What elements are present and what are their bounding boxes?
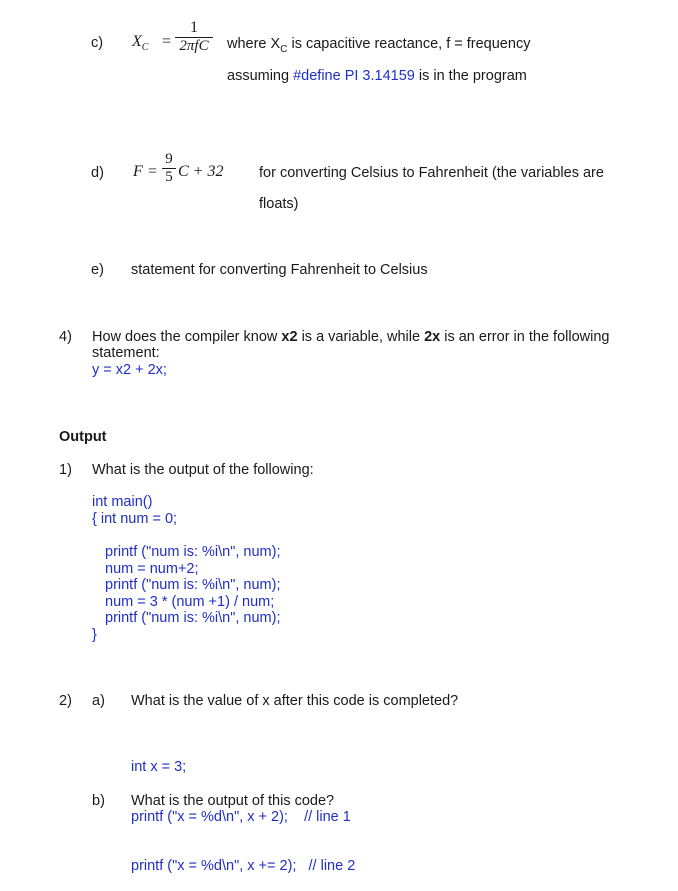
part-d-lhs: F [133,163,143,180]
output-q2b-label: b) [92,793,105,809]
q4-line2: statement: [92,345,160,361]
part-d-desc-line2: floats) [259,196,299,212]
xc-subscript: C [141,42,149,54]
code-line: printf ("x = %d\n", x += 2); // line 2 [131,858,356,874]
output-q2a-question: What is the value of x after this code is completed? [131,693,459,709]
output-q2b-question: What is the output of this code? [131,793,335,809]
code-line: printf ("num is: %i\n", num); [105,544,281,560]
part-c-equals: = [162,33,172,50]
part-e-label: e) [91,262,104,278]
part-c-formula-lhs [132,33,148,53]
part-c-numerator: 1 [190,19,198,36]
part-c-description [227,36,530,55]
part-c-denominator: 2πfC [175,37,213,55]
part-c-fraction [175,19,213,55]
q4-text-a: How does the compiler know [92,329,282,345]
part-d-equals: = [148,163,158,180]
output-q2-number: 2) [59,693,72,709]
q1-code-closing: } [92,627,97,643]
xc-variable: X [132,33,142,50]
part-e-text: statement for converting Fahrenheit to Celsius [131,262,428,278]
part-c-assumption [227,68,527,84]
output-heading: Output [59,429,107,445]
q4-question [92,329,609,345]
part-c-label: c) [91,35,104,51]
part-d-rhs: C + 32 [178,163,224,180]
output-q2a-label: a) [92,693,105,709]
part-d-denominator: 5 [162,168,176,186]
part-c-desc-sub: C [280,43,288,55]
q1-code-header [92,494,177,527]
part-d-label: d) [91,165,104,181]
code-line: int main() [92,494,153,510]
code-line: int x = 3; [131,759,187,775]
q4-text-b: is a variable, while [297,329,425,345]
output-q1-number: 1) [59,462,72,478]
part-d-numerator: 9 [165,151,173,167]
assuming-prefix: assuming [227,68,294,84]
q4-bold-2x: 2x [424,329,441,345]
code-line: printf ("num is: %i\n", num); [105,610,281,626]
q4-bold-x2: x2 [281,329,298,345]
part-c-desc-prefix: where X [227,36,281,52]
assuming-suffix: is in the program [414,68,527,84]
code-line: num = num+2; [105,560,199,577]
output-q1-question: What is the output of the following: [92,462,314,478]
code-line: { int num = 0; [92,510,178,527]
define-code: #define PI 3.14159 [293,68,415,84]
code-line: num = 3 * (num +1) / num; [105,593,275,610]
q1-code-body [105,544,280,627]
part-d-fraction [162,151,176,186]
part-d-desc-line1: for converting Celsius to Fahrenheit (the variables are [259,165,604,181]
q4-code: y = x2 + 2x; [92,362,167,378]
part-c-desc-rest: is capacitive reactance, f = frequency [287,36,531,52]
code-line: printf ("x = %d\n", x + 2); // line 1 [131,808,351,825]
code-line: printf ("num is: %i\n", num); [105,577,281,593]
q4-text-c: is an error in the following [440,329,610,345]
q4-number: 4) [59,329,72,345]
